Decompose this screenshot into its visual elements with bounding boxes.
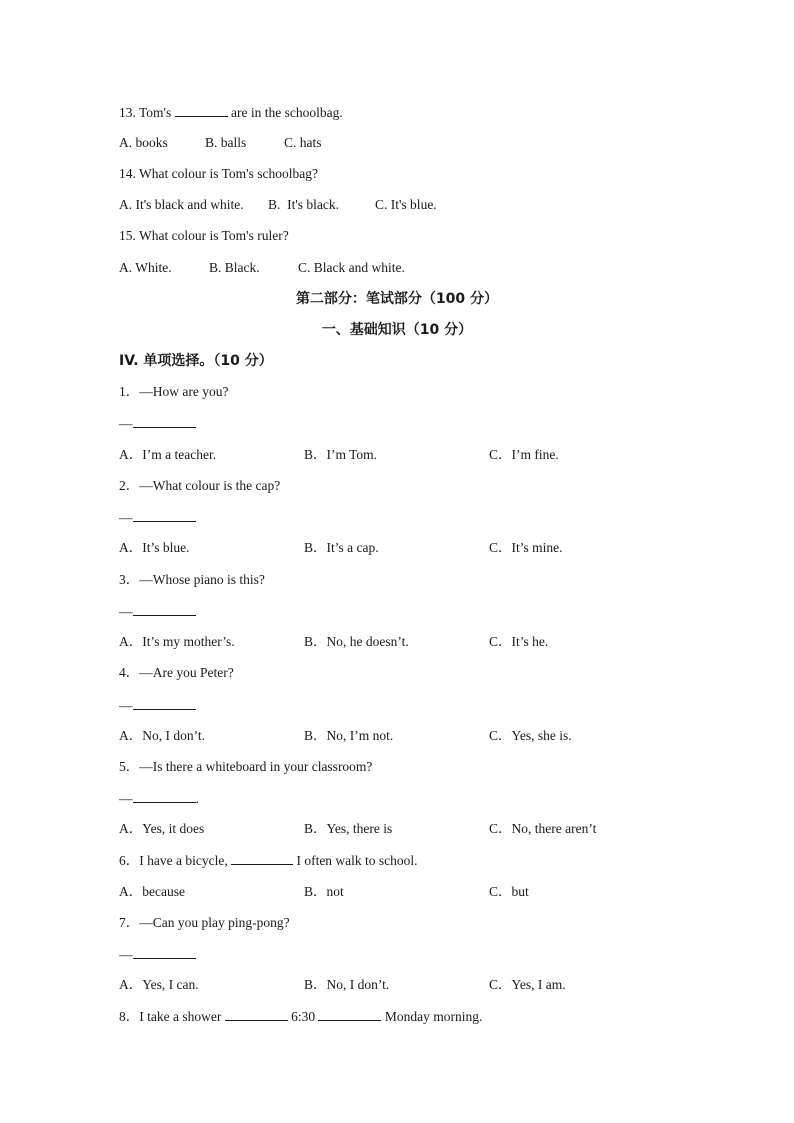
option-a: A. books: [119, 135, 168, 150]
question-13: 13. Tom's are in the schoolbag.: [119, 105, 343, 120]
option-a: A. White.: [119, 260, 172, 275]
question-15: 15. What colour is Tom's ruler?: [119, 228, 289, 243]
option-a: A．No, I don’t.: [119, 728, 205, 743]
question-2: 2．—What colour is the cap?: [119, 478, 281, 493]
option-b: B．No, I’m not.: [304, 728, 394, 743]
option-c: C. Black and white.: [298, 260, 405, 275]
question-6: 6．I have a bicycle, I often walk to school.: [119, 853, 418, 868]
option-b: B．No, he doesn’t.: [304, 634, 409, 649]
answer-line: —: [119, 415, 196, 432]
answer-blank: [175, 104, 228, 117]
part-subtitle: 一、基础知识（10 分）: [321, 322, 473, 338]
option-b: B. Black.: [209, 260, 260, 275]
answer-blank: [133, 603, 196, 616]
option-c: C．It’s he.: [489, 634, 549, 649]
option-c: C．Yes, she is.: [489, 728, 572, 743]
answer-line: —: [119, 603, 196, 620]
question-7: 7．—Can you play ping-pong?: [119, 915, 290, 930]
option-b: B．No, I don’t.: [304, 977, 390, 992]
option-c: C．Yes, I am.: [489, 977, 566, 992]
option-a: A. It's black and white.: [119, 197, 244, 212]
option-a: A．I’m a teacher.: [119, 447, 217, 462]
answer-blank: [133, 790, 196, 803]
answer-line: — .: [119, 791, 199, 806]
option-c: C．I’m fine.: [489, 447, 559, 462]
part-title: 第二部分：笔试部分（100 分）: [295, 291, 499, 307]
option-b: B．not: [304, 884, 344, 899]
question-14: 14. What colour is Tom's schoolbag?: [119, 166, 318, 181]
answer-line: —: [119, 509, 196, 526]
option-b: B. It's black.: [268, 197, 340, 212]
question-1: 1．—How are you?: [119, 384, 229, 399]
answer-blank: [133, 697, 196, 710]
question-8: 8．I take a shower 6:30 Monday morning.: [119, 1009, 483, 1024]
option-b: B．It’s a cap.: [304, 540, 379, 555]
question-5: 5．—Is there a whiteboard in your classroom?: [119, 759, 373, 774]
option-b: B. balls: [205, 135, 247, 150]
answer-line: —: [119, 697, 196, 714]
answer-blank: [225, 1008, 288, 1021]
option-a: A．Yes, I can.: [119, 977, 199, 992]
option-c: C．It’s mine.: [489, 540, 563, 555]
answer-blank: [318, 1008, 381, 1021]
option-a: A．because: [119, 884, 185, 899]
answer-blank: [133, 415, 196, 428]
option-c: C．but: [489, 884, 529, 899]
answer-blank: [231, 852, 293, 865]
option-a: A．It’s blue.: [119, 540, 190, 555]
section-title: IV. 单项选择。（10 分）: [119, 353, 273, 369]
option-c: C. hats: [284, 135, 322, 150]
answer-line: —: [119, 946, 196, 963]
option-b: B．Yes, there is: [304, 821, 393, 836]
option-a: A．It’s my mother’s.: [119, 634, 235, 649]
answer-blank: [133, 509, 196, 522]
question-3: 3．—Whose piano is this?: [119, 572, 265, 587]
question-4: 4．—Are you Peter?: [119, 665, 234, 680]
option-c: C. It's blue.: [375, 197, 437, 212]
option-b: B．I’m Tom.: [304, 447, 378, 462]
option-a: A．Yes, it does: [119, 821, 205, 836]
answer-blank: [133, 946, 196, 959]
option-c: C．No, there aren’t: [489, 821, 597, 836]
